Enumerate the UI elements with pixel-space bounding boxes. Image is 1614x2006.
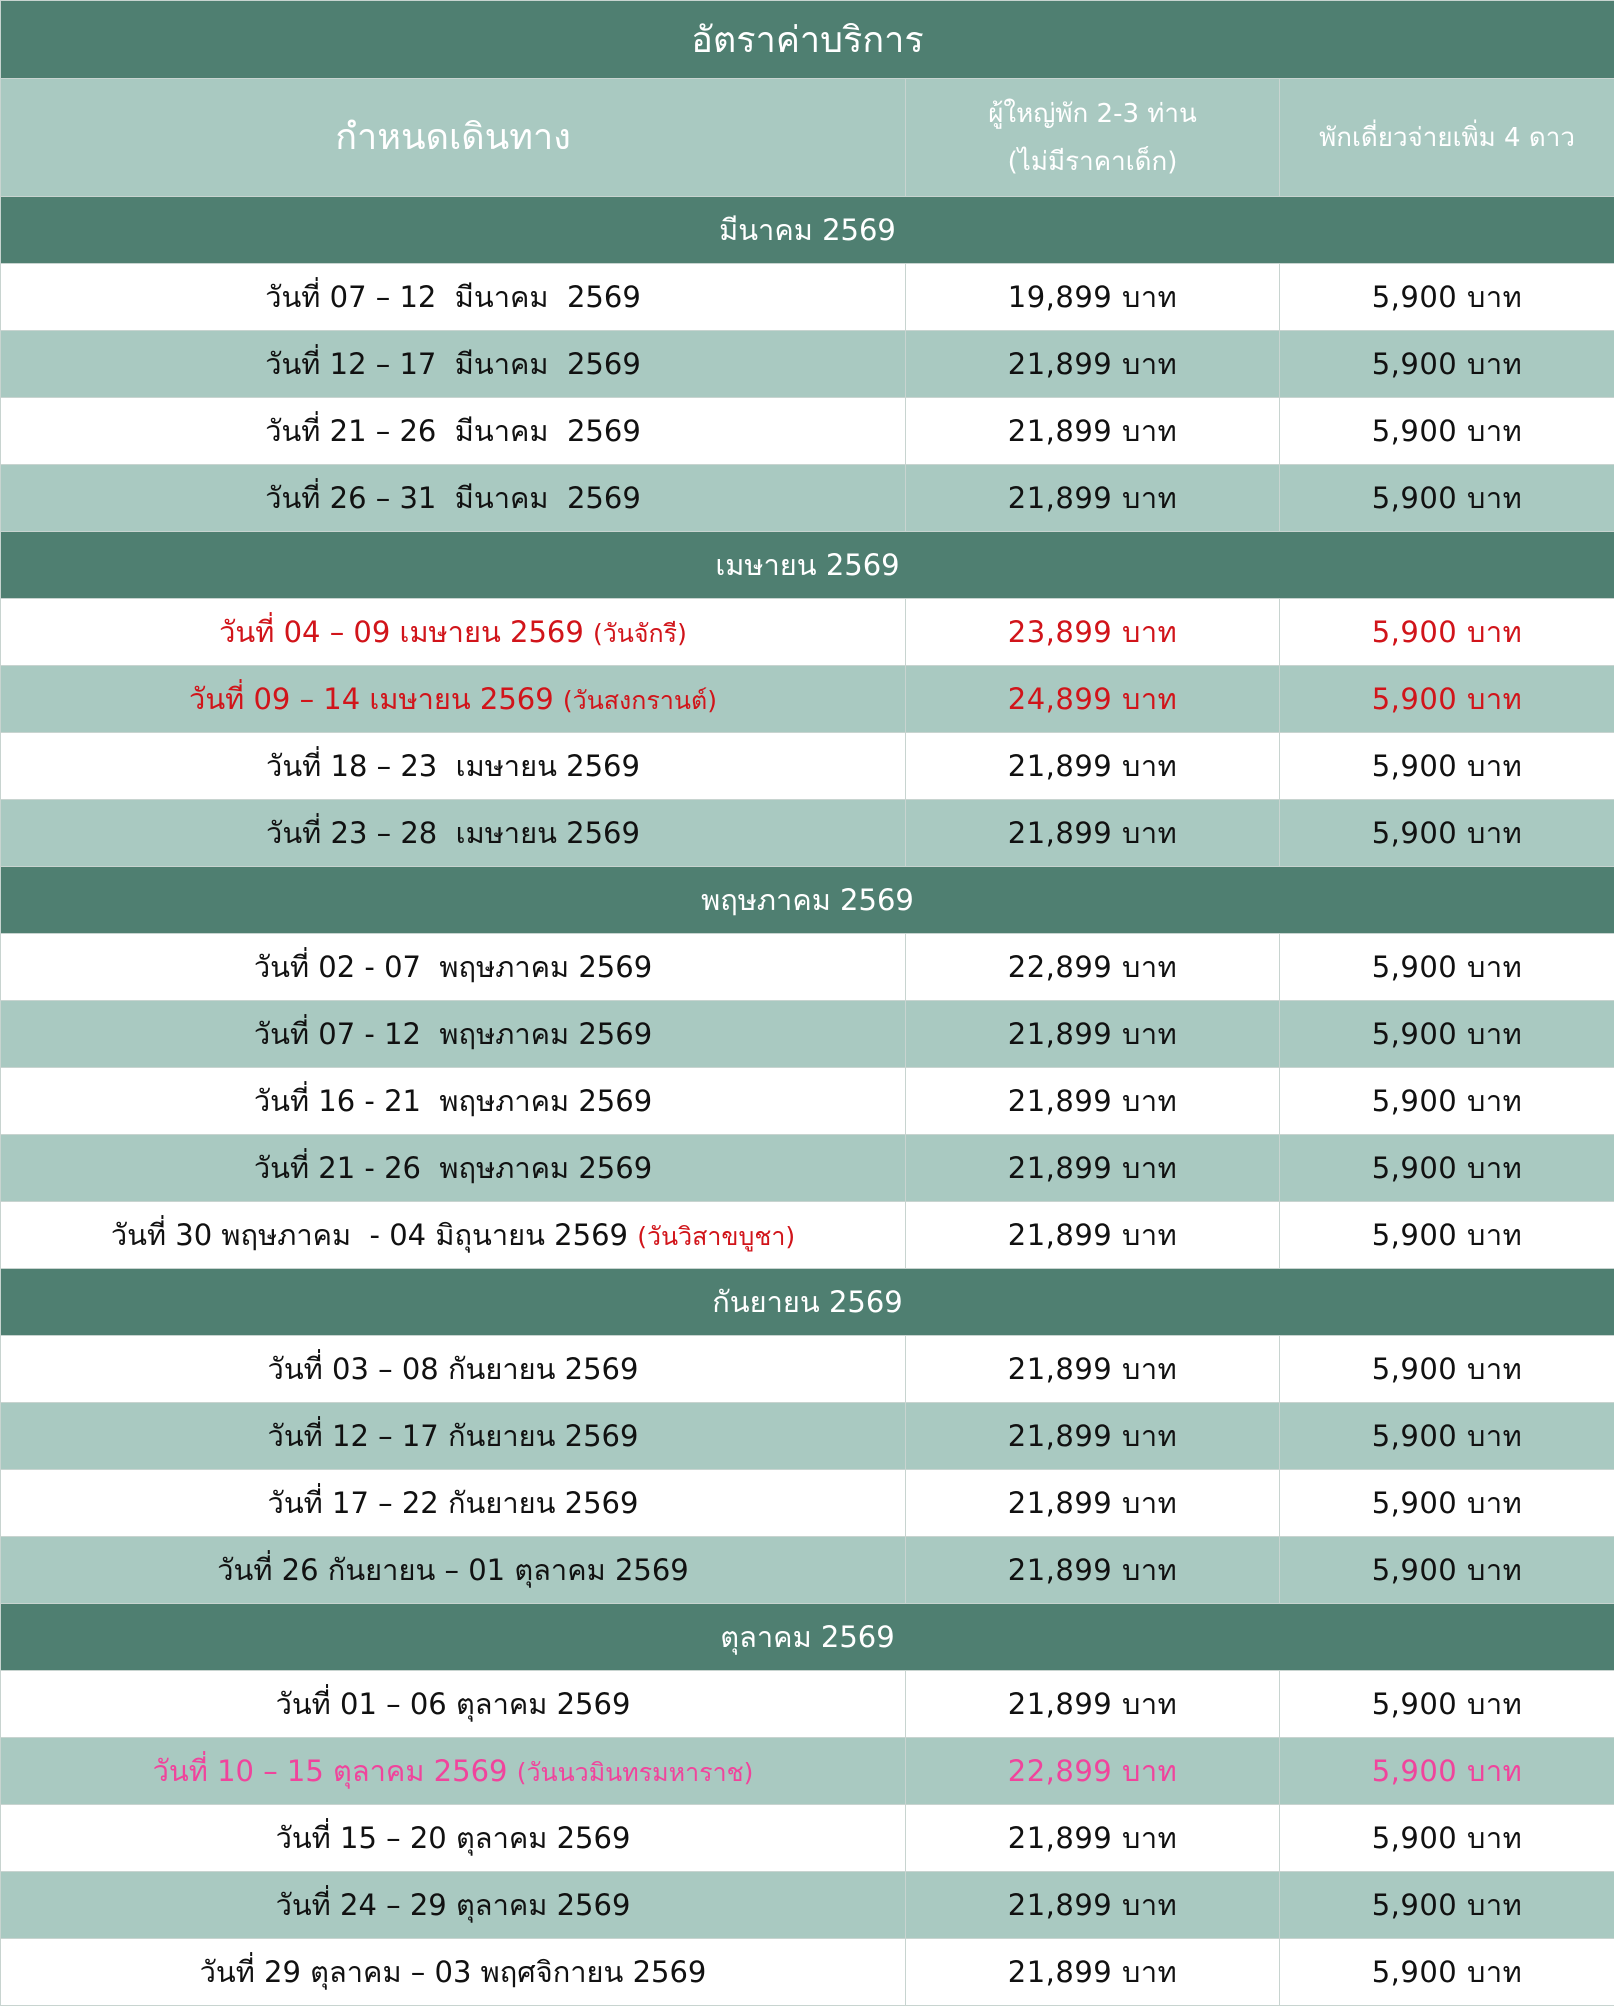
- travel-date-text: วันที่ 15 – 20 ตุลาคม 2569: [276, 1821, 631, 1855]
- single-supplement-cell: 5,900 บาท: [1280, 733, 1614, 800]
- adult-price-cell: 21,899 บาท: [906, 733, 1280, 800]
- single-supplement-cell: 5,900 บาท: [1280, 1805, 1614, 1872]
- table-row: [1, 800, 1614, 867]
- adult-price-cell: 21,899 บาท: [906, 1001, 1280, 1068]
- adult-price-cell: 21,899 บาท: [906, 1068, 1280, 1135]
- travel-date-cell: [1, 934, 906, 1001]
- travel-date-text: วันที่ 26 – 31 มีนาคม 2569: [265, 481, 641, 515]
- single-supplement-cell: 5,900 บาท: [1280, 465, 1614, 532]
- travel-date-cell: [1, 331, 906, 398]
- price-table-body: [1, 1, 1614, 2006]
- single-supplement-cell: 5,900 บาท: [1280, 1537, 1614, 1604]
- table-row: [1, 1939, 1614, 2006]
- single-supplement-cell: 5,900 บาท: [1280, 1872, 1614, 1939]
- adult-price-cell: 21,899 บาท: [906, 1537, 1280, 1604]
- travel-date-cell: [1, 264, 906, 331]
- header-adult-price-line2: (ไม่มีราคาเด็ก): [906, 138, 1279, 186]
- table-row: [1, 1135, 1614, 1202]
- travel-date-cell: [1, 1403, 906, 1470]
- travel-date-text: วันที่ 21 – 26 มีนาคม 2569: [265, 414, 641, 448]
- holiday-note: (วันนวมินทรมหาราช): [517, 1758, 754, 1787]
- header-adult-price-line1: ผู้ใหญ่พัก 2-3 ท่าน: [906, 90, 1279, 138]
- adult-price-cell: 21,899 บาท: [906, 800, 1280, 867]
- travel-date-text: วันที่ 04 – 09 เมษายน 2569: [219, 615, 593, 649]
- adult-price-cell: 21,899 บาท: [906, 1336, 1280, 1403]
- adult-price-cell: 21,899 บาท: [906, 1805, 1280, 1872]
- travel-date-cell: [1, 1537, 906, 1604]
- travel-date-cell: [1, 1001, 906, 1068]
- table-row: [1, 331, 1614, 398]
- adult-price-cell: 22,899 บาท: [906, 934, 1280, 1001]
- adult-price-cell: 21,899 บาท: [906, 1135, 1280, 1202]
- single-supplement-cell: 5,900 บาท: [1280, 666, 1614, 733]
- travel-date-text: วันที่ 16 - 21 พฤษภาคม 2569: [254, 1084, 652, 1118]
- single-supplement-cell: 5,900 บาท: [1280, 1001, 1614, 1068]
- single-supplement-cell: 5,900 บาท: [1280, 1671, 1614, 1738]
- holiday-note: (วันสงกรานต์): [563, 686, 717, 715]
- month-label: พฤษภาคม 2569: [1, 867, 1614, 934]
- table-row: [1, 1805, 1614, 1872]
- table-row: [1, 599, 1614, 666]
- travel-date-text: วันที่ 17 – 22 กันยายน 2569: [268, 1486, 639, 1520]
- travel-date-text: วันที่ 07 - 12 พฤษภาคม 2569: [254, 1017, 652, 1051]
- month-label: มีนาคม 2569: [1, 197, 1614, 264]
- single-supplement-cell: 5,900 บาท: [1280, 800, 1614, 867]
- travel-date-text: วันที่ 03 – 08 กันยายน 2569: [268, 1352, 639, 1386]
- title-row: [1, 1, 1614, 79]
- table-row: [1, 1202, 1614, 1269]
- single-supplement-cell: 5,900 บาท: [1280, 1738, 1614, 1805]
- adult-price-cell: 24,899 บาท: [906, 666, 1280, 733]
- month-header-row: [1, 1269, 1614, 1336]
- adult-price-cell: 21,899 บาท: [906, 1872, 1280, 1939]
- table-row: [1, 1001, 1614, 1068]
- single-supplement-cell: 5,900 บาท: [1280, 1470, 1614, 1537]
- table-row: [1, 1403, 1614, 1470]
- single-supplement-cell: 5,900 บาท: [1280, 1135, 1614, 1202]
- holiday-note: (วันจักรี): [593, 619, 687, 648]
- travel-date-text: วันที่ 10 – 15 ตุลาคม 2569: [153, 1754, 517, 1788]
- adult-price-cell: 22,899 บาท: [906, 1738, 1280, 1805]
- single-supplement-cell: 5,900 บาท: [1280, 398, 1614, 465]
- adult-price-cell: 21,899 บาท: [906, 1403, 1280, 1470]
- travel-date-cell: [1, 465, 906, 532]
- travel-date-cell: [1, 1939, 906, 2006]
- table-row: [1, 934, 1614, 1001]
- table-row: [1, 1068, 1614, 1135]
- travel-date-cell: [1, 1805, 906, 1872]
- table-row: [1, 465, 1614, 532]
- travel-date-cell: [1, 666, 906, 733]
- travel-date-cell: [1, 733, 906, 800]
- month-header-row: [1, 532, 1614, 599]
- adult-price-cell: 19,899 บาท: [906, 264, 1280, 331]
- single-supplement-cell: 5,900 บาท: [1280, 1403, 1614, 1470]
- single-supplement-cell: 5,900 บาท: [1280, 599, 1614, 666]
- holiday-note: (วันวิสาขบูชา): [637, 1222, 795, 1251]
- single-supplement-cell: 5,900 บาท: [1280, 1068, 1614, 1135]
- single-supplement-cell: 5,900 บาท: [1280, 331, 1614, 398]
- travel-date-cell: [1, 1671, 906, 1738]
- header-single-supplement: พักเดี่ยวจ่ายเพิ่ม 4 ดาว: [1280, 79, 1614, 197]
- travel-date-text: วันที่ 09 – 14 เมษายน 2569: [189, 682, 563, 716]
- travel-date-cell: [1, 599, 906, 666]
- table-row: [1, 1872, 1614, 1939]
- travel-date-cell: [1, 1068, 906, 1135]
- single-supplement-cell: 5,900 บาท: [1280, 1939, 1614, 2006]
- single-supplement-cell: 5,900 บาท: [1280, 934, 1614, 1001]
- table-row: [1, 1537, 1614, 1604]
- adult-price-cell: 23,899 บาท: [906, 599, 1280, 666]
- travel-date-text: วันที่ 24 – 29 ตุลาคม 2569: [276, 1888, 631, 1922]
- travel-date-text: วันที่ 30 พฤษภาคม - 04 มิถุนายน 2569: [111, 1218, 637, 1252]
- adult-price-cell: 21,899 บาท: [906, 1470, 1280, 1537]
- table-row: [1, 398, 1614, 465]
- adult-price-cell: 21,899 บาท: [906, 1202, 1280, 1269]
- travel-date-text: วันที่ 02 - 07 พฤษภาคม 2569: [254, 950, 652, 984]
- month-label: เมษายน 2569: [1, 532, 1614, 599]
- adult-price-cell: 21,899 บาท: [906, 1671, 1280, 1738]
- column-header-row: [1, 79, 1614, 197]
- adult-price-cell: 21,899 บาท: [906, 465, 1280, 532]
- single-supplement-cell: 5,900 บาท: [1280, 264, 1614, 331]
- month-label: กันยายน 2569: [1, 1269, 1614, 1336]
- travel-date-cell: [1, 800, 906, 867]
- month-header-row: [1, 197, 1614, 264]
- table-row: [1, 1470, 1614, 1537]
- travel-date-cell: [1, 1202, 906, 1269]
- travel-date-text: วันที่ 23 – 28 เมษายน 2569: [266, 816, 640, 850]
- adult-price-cell: 21,899 บาท: [906, 398, 1280, 465]
- travel-date-cell: [1, 1738, 906, 1805]
- travel-date-text: วันที่ 26 กันยายน – 01 ตุลาคม 2569: [217, 1553, 689, 1587]
- table-row: [1, 1336, 1614, 1403]
- month-header-row: [1, 867, 1614, 934]
- table-row: [1, 264, 1614, 331]
- single-supplement-cell: 5,900 บาท: [1280, 1202, 1614, 1269]
- single-supplement-cell: 5,900 บาท: [1280, 1336, 1614, 1403]
- table-title: อัตราค่าบริการ: [1, 1, 1614, 79]
- travel-date-text: วันที่ 12 – 17 มีนาคม 2569: [265, 347, 641, 381]
- table-row: [1, 1671, 1614, 1738]
- travel-date-cell: [1, 1135, 906, 1202]
- travel-date-text: วันที่ 01 – 06 ตุลาคม 2569: [276, 1687, 631, 1721]
- travel-date-text: วันที่ 21 - 26 พฤษภาคม 2569: [254, 1151, 652, 1185]
- travel-date-text: วันที่ 18 – 23 เมษายน 2569: [266, 749, 640, 783]
- adult-price-cell: 21,899 บาท: [906, 331, 1280, 398]
- month-label: ตุลาคม 2569: [1, 1604, 1614, 1671]
- travel-date-cell: [1, 1336, 906, 1403]
- travel-date-text: วันที่ 07 – 12 มีนาคม 2569: [265, 280, 641, 314]
- travel-date-cell: [1, 1470, 906, 1537]
- travel-date-text: วันที่ 29 ตุลาคม – 03 พฤศจิกายน 2569: [200, 1955, 707, 1989]
- month-header-row: [1, 1604, 1614, 1671]
- header-travel-date: กำหนดเดินทาง: [1, 79, 906, 197]
- adult-price-cell: 21,899 บาท: [906, 1939, 1280, 2006]
- travel-date-cell: [1, 1872, 906, 1939]
- travel-date-cell: [1, 398, 906, 465]
- table-row: [1, 733, 1614, 800]
- table-row: [1, 666, 1614, 733]
- travel-date-text: วันที่ 12 – 17 กันยายน 2569: [268, 1419, 639, 1453]
- table-row: [1, 1738, 1614, 1805]
- header-adult-price: [906, 79, 1280, 197]
